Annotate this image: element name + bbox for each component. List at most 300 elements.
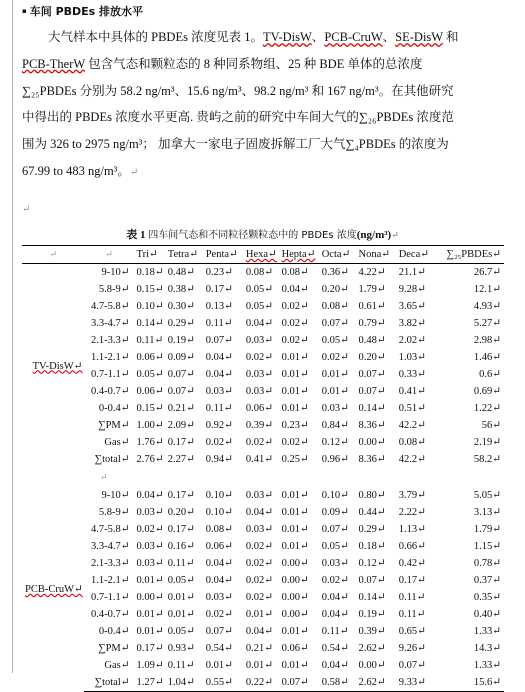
- total-cell: 1.33↵: [473, 660, 501, 671]
- table-cell: 1.09↵: [136, 660, 164, 671]
- table-cell: 9.28↵: [398, 284, 426, 295]
- total-cell: 0.6↵: [479, 369, 501, 380]
- table-cell: 0.17↵: [398, 575, 426, 586]
- table-cell: 0.01↵: [281, 490, 309, 501]
- table-cell: 0.01↵: [167, 592, 195, 603]
- table-cell: 0.00↵: [281, 558, 309, 569]
- table-cell: 0.01↵: [321, 369, 349, 380]
- table-cell: 4.22↵: [358, 267, 386, 278]
- table-row: [22, 623, 504, 640]
- table-cell: 0.55↵: [203, 674, 243, 692]
- table-cell: 0.02↵: [321, 575, 349, 586]
- text-run: 、: [311, 30, 325, 44]
- table-cell: 0.41↵: [398, 386, 426, 397]
- table-cell: 0.04↵: [321, 609, 349, 620]
- caption-unit: (ng/m³): [356, 229, 392, 241]
- table-row: [22, 400, 504, 417]
- table-cell: 0.03↵: [321, 558, 349, 569]
- table-cell: 0.01↵: [281, 541, 309, 552]
- table-cell: 0.03↵: [136, 507, 164, 518]
- total-cell: 2.19↵: [473, 437, 501, 448]
- group-label: [22, 487, 84, 692]
- table-cell: 1.13↵: [398, 524, 426, 535]
- total-cell: 1.22↵: [473, 403, 501, 414]
- column-header: Hepta↵: [279, 246, 319, 264]
- size-label: 9-10↵: [101, 490, 130, 501]
- table-cell: 2.02↵: [398, 335, 426, 346]
- text-run: 、: [382, 30, 396, 44]
- table-cell: 0.29↵: [167, 318, 195, 329]
- table-cell: 42.2↵: [398, 420, 426, 431]
- column-header: Tri↵: [134, 246, 165, 264]
- table-cell: 0.58↵: [319, 674, 356, 692]
- table-cell: 2.09↵: [167, 420, 195, 431]
- table-cell: 0.10↵: [321, 490, 349, 501]
- table-cell: 0.12↵: [321, 437, 349, 448]
- table-cell: 0.11↵: [321, 626, 349, 637]
- table-cell: 0.04↵: [205, 352, 233, 363]
- table-cell: 0.06↵: [281, 643, 309, 654]
- table-cell: 0.07↵: [358, 369, 386, 380]
- table-cell: 0.19↵: [167, 335, 195, 346]
- table-cell: 0.14↵: [358, 592, 386, 603]
- table-cell: 0.01↵: [167, 609, 195, 620]
- table-cell: 0.08↵: [281, 267, 309, 278]
- paragraph-line: 围为 326 to 2975 ng/m³； 加拿大一家电子固废拆解工厂大气∑₄PBDEs 的浓度为: [22, 137, 449, 152]
- table-cell: 0.01↵: [281, 352, 309, 363]
- table-cell: 0.03↵: [245, 490, 274, 501]
- total-cell: 1.15↵: [473, 541, 501, 552]
- table-caption: [0, 226, 525, 242]
- table-cell: 1.76↵: [136, 437, 164, 448]
- column-header: Hexa↵: [243, 246, 279, 264]
- size-label: Gas↵: [104, 660, 130, 671]
- table-cell: 0.11↵: [205, 403, 233, 414]
- table-cell: 0.01↵: [136, 609, 164, 620]
- table-cell: 3.65↵: [398, 301, 426, 312]
- table-row: [22, 451, 504, 468]
- table-cell: 0.04↵: [205, 558, 233, 569]
- table-cell: 0.17↵: [167, 490, 195, 501]
- table-cell: 0.02↵: [321, 352, 349, 363]
- table-row: [22, 315, 504, 332]
- table-cell: 0.00↵: [358, 437, 386, 448]
- table-row: [22, 264, 504, 282]
- table-cell: 0.14↵: [358, 403, 386, 414]
- table-cell: 8.36↵: [358, 420, 386, 431]
- table-cell: 0.48↵: [167, 267, 195, 278]
- table-row: [22, 674, 504, 692]
- table-cell: 0.03↵: [245, 335, 274, 346]
- size-label: ∑total↵: [84, 674, 133, 692]
- table-cell: 0.02↵: [281, 437, 309, 448]
- table-cell: 1.79↵: [358, 284, 386, 295]
- table-cell: 0.06↵: [136, 352, 164, 363]
- column-header: Tetra↵: [165, 246, 203, 264]
- table-row: [22, 417, 504, 434]
- paragraph-mark: ↵: [22, 204, 31, 215]
- total-cell: 0.78↵: [473, 558, 501, 569]
- table-cell: 0.05↵: [167, 626, 195, 637]
- table-cell: 0.07↵: [279, 674, 319, 692]
- size-label: 0.7-1.1↵: [91, 369, 130, 380]
- total-cell: 2.98↵: [473, 335, 501, 346]
- table-cell: 0.03↵: [205, 592, 233, 603]
- table-row: [22, 487, 504, 504]
- table-row: [22, 504, 504, 521]
- table-cell: 0.44↵: [358, 507, 386, 518]
- spacer-row: [22, 468, 504, 487]
- table-cell: 0.02↵: [281, 335, 309, 346]
- column-header: ↵: [84, 246, 133, 264]
- table-cell: 0.07↵: [205, 335, 233, 346]
- table-cell: 0.07↵: [358, 386, 386, 397]
- table-cell: 0.11↵: [167, 660, 195, 671]
- table-cell: 0.15↵: [136, 403, 164, 414]
- table-cell: 0.02↵: [245, 352, 274, 363]
- table-cell: 2.62↵: [358, 643, 386, 654]
- table-row: [22, 383, 504, 400]
- size-label: ∑PM↵: [98, 643, 130, 654]
- table-cell: 0.04↵: [321, 592, 349, 603]
- size-label: ∑PM↵: [98, 420, 130, 431]
- total-cell: 1.79↵: [473, 524, 501, 535]
- table-cell: 0.21↵: [167, 403, 195, 414]
- table-cell: 0.36↵: [321, 267, 349, 278]
- table-cell: 0.23↵: [281, 420, 309, 431]
- column-header: Nona↵: [356, 246, 396, 264]
- table-cell: 0.20↵: [358, 352, 386, 363]
- table-row: [22, 349, 504, 366]
- table-cell: 0.11↵: [398, 592, 426, 603]
- size-label: 0.4-0.7↵: [91, 386, 130, 397]
- column-header: Penta↵: [203, 246, 243, 264]
- paragraph-mark: ↵: [100, 472, 108, 482]
- size-label: 0.7-1.1↵: [91, 592, 130, 603]
- total-cell: 58.2↵: [473, 454, 501, 465]
- table-cell: 0.01↵: [281, 369, 309, 380]
- table-cell: 0.93↵: [167, 643, 195, 654]
- table-cell: 0.01↵: [281, 660, 309, 671]
- table-cell: 0.20↵: [321, 284, 349, 295]
- table-cell: 0.16↵: [167, 541, 195, 552]
- section-heading: [22, 3, 143, 19]
- table-cell: 0.01↵: [281, 403, 309, 414]
- table-row: [22, 606, 504, 623]
- total-cell: 3.13↵: [473, 507, 501, 518]
- table-cell: 0.09↵: [321, 507, 349, 518]
- table-row: [22, 555, 504, 572]
- size-label: 3.3-4.7↵: [91, 541, 130, 552]
- table-cell: 0.11↵: [205, 318, 233, 329]
- paragraph-mark: ↵: [129, 166, 139, 178]
- table-cell: 0.01↵: [205, 660, 233, 671]
- caption-prefix: 表 1: [126, 229, 146, 241]
- table-cell: 0.01↵: [136, 626, 164, 637]
- table-cell: 0.13↵: [205, 301, 233, 312]
- size-label: 4.7-5.8↵: [91, 524, 130, 535]
- table-cell: 0.07↵: [358, 575, 386, 586]
- table-cell: 0.17↵: [136, 643, 164, 654]
- text-run: 和: [442, 30, 459, 44]
- table-cell: 0.03↵: [205, 386, 233, 397]
- table-cell: 0.08↵: [245, 267, 274, 278]
- caption-text: 四车间气态和不同粒径颗粒态中的 PBDEs 浓度: [148, 230, 357, 241]
- table-cell: 0.02↵: [136, 524, 164, 535]
- table-cell: 0.39↵: [245, 420, 274, 431]
- table-cell: 0.03↵: [245, 386, 274, 397]
- table-cell: 0.66↵: [398, 541, 426, 552]
- paragraph-line: 中得出的 PBDEs 浓度水平更高. 贵屿之前的研究中车间大气的∑₂₆PBDEs 浓度范: [22, 110, 454, 125]
- table-cell: 0.07↵: [321, 524, 349, 535]
- table-row: [22, 434, 504, 451]
- table-cell: 9.33↵: [396, 674, 437, 692]
- total-cell: 0.40↵: [473, 609, 501, 620]
- table-cell: 0.02↵: [245, 575, 274, 586]
- workshop-name: TV-DisW: [262, 30, 312, 44]
- table-cell: 0.03↵: [245, 524, 274, 535]
- table-cell: 0.23↵: [205, 267, 233, 278]
- table-cell: 3.82↵: [398, 318, 426, 329]
- size-label: 0-0.4↵: [98, 626, 130, 637]
- table-cell: 0.11↵: [136, 335, 164, 346]
- table-cell: 8.36↵: [358, 454, 386, 465]
- table-row: [22, 538, 504, 555]
- table-cell: 0.02↵: [205, 609, 233, 620]
- pbde-table: [22, 245, 504, 692]
- bullet-icon: ▪: [22, 7, 27, 15]
- table-cell: 0.07↵: [167, 386, 195, 397]
- table-cell: 0.17↵: [167, 437, 195, 448]
- total-cell: 0.37↵: [473, 575, 501, 586]
- workshop-name: TV-DisW↵: [32, 360, 83, 372]
- total-cell: 56↵: [481, 420, 501, 431]
- table-cell: 0.94↵: [205, 454, 233, 465]
- table-cell: 0.01↵: [281, 386, 309, 397]
- table-cell: 0.18↵: [136, 267, 164, 278]
- table-cell: 0.00↵: [281, 609, 309, 620]
- table-cell: 0.01↵: [136, 575, 164, 586]
- table-row: [22, 521, 504, 538]
- paragraph-line: ∑₂₅PBDEs 分别为 58.2 ng/m³、15.6 ng/m³、98.2 ng/m³ 和 167 ng/m³。在其他研究: [22, 83, 454, 98]
- table-cell: 0.48↵: [358, 335, 386, 346]
- table-cell: 0.54↵: [205, 643, 233, 654]
- total-cell: 4.93↵: [473, 301, 501, 312]
- total-cell: 12.1↵: [473, 284, 501, 295]
- table-row: [22, 366, 504, 383]
- table-cell: 0.03↵: [321, 403, 349, 414]
- table-cell: 0.41↵: [245, 454, 274, 465]
- paragraph-line: [22, 51, 502, 78]
- table-cell: 0.08↵: [398, 437, 426, 448]
- size-label: 9-10↵: [101, 267, 130, 278]
- table-cell: 0.02↵: [281, 318, 309, 329]
- heading-text: 车间 PBDEs 排放水平: [29, 5, 144, 18]
- table-cell: 0.30↵: [167, 301, 195, 312]
- table-cell: 0.11↵: [167, 558, 195, 569]
- table-cell: 0.02↵: [245, 541, 274, 552]
- workshop-name: PCB-TherW: [22, 56, 85, 71]
- table-cell: 0.19↵: [358, 609, 386, 620]
- table-cell: 0.92↵: [205, 420, 233, 431]
- table-cell: 2.22↵: [398, 507, 426, 518]
- table-cell: 0.22↵: [243, 674, 279, 692]
- table-cell: 0.05↵: [321, 541, 349, 552]
- size-label: Gas↵: [104, 437, 130, 448]
- table-cell: 0.10↵: [136, 301, 164, 312]
- total-cell: 5.27↵: [473, 318, 501, 329]
- table-cell: 0.84↵: [321, 420, 349, 431]
- total-cell: 1.46↵: [473, 352, 501, 363]
- table-cell: 0.04↵: [205, 575, 233, 586]
- text-run: 大气样本中具体的 PBDEs 浓度见表 1。: [48, 30, 263, 44]
- table-cell: 0.42↵: [398, 558, 426, 569]
- body-paragraph: [22, 24, 502, 185]
- table-cell: 0.04↵: [245, 318, 274, 329]
- table-cell: 0.06↵: [136, 386, 164, 397]
- size-label: 0.4-0.7↵: [91, 609, 130, 620]
- size-label: 1.1-2.1↵: [91, 575, 130, 586]
- table-cell: 0.01↵: [245, 609, 274, 620]
- table-cell: 1.03↵: [398, 352, 426, 363]
- table-cell: 0.03↵: [136, 541, 164, 552]
- table-cell: 0.65↵: [398, 626, 426, 637]
- table-cell: 0.96↵: [321, 454, 349, 465]
- table-cell: 0.03↵: [136, 558, 164, 569]
- table-cell: 0.80↵: [358, 490, 386, 501]
- table-cell: 1.00↵: [136, 420, 164, 431]
- paragraph-mark: ↵: [391, 230, 399, 240]
- table-cell: 0.04↵: [136, 490, 164, 501]
- table-cell: 0.03↵: [245, 369, 274, 380]
- table-cell: 0.00↵: [136, 592, 164, 603]
- table-cell: 0.15↵: [136, 284, 164, 295]
- table-cell: 0.01↵: [281, 524, 309, 535]
- table-cell: 0.21↵: [245, 643, 274, 654]
- table-cell: 0.07↵: [321, 318, 349, 329]
- table-row: [22, 298, 504, 315]
- table-body: [22, 264, 504, 692]
- table-cell: 0.61↵: [358, 301, 386, 312]
- table-cell: 2.76↵: [136, 454, 164, 465]
- table-cell: 0.00↵: [358, 660, 386, 671]
- table-cell: 0.08↵: [205, 524, 233, 535]
- table-cell: 0.05↵: [245, 301, 274, 312]
- table-cell: 0.02↵: [245, 558, 274, 569]
- table-cell: 0.02↵: [205, 437, 233, 448]
- table-cell: 0.01↵: [281, 507, 309, 518]
- column-header: ∑₂₅PBDEs↵: [437, 246, 504, 264]
- size-label: 3.3-4.7↵: [91, 318, 130, 329]
- table-cell: 0.00↵: [281, 592, 309, 603]
- size-label: 2.1-3.3↵: [91, 335, 130, 346]
- table-cell: 42.2↵: [398, 454, 426, 465]
- total-cell: 0.69↵: [473, 386, 501, 397]
- column-header: Deca↵: [396, 246, 437, 264]
- table-row: [22, 640, 504, 657]
- size-label: 0-0.4↵: [98, 403, 130, 414]
- table-cell: 0.20↵: [167, 507, 195, 518]
- table-cell: 0.05↵: [167, 575, 195, 586]
- total-cell: 26.7↵: [473, 267, 501, 278]
- table-cell: 0.79↵: [358, 318, 386, 329]
- total-cell: 5.05↵: [473, 490, 501, 501]
- total-cell: 0.35↵: [473, 592, 501, 603]
- workshop-name: PCB-CruW↵: [25, 583, 83, 595]
- workshop-name: SE-DisW: [395, 30, 443, 44]
- table-cell: 0.05↵: [321, 335, 349, 346]
- table-cell: 0.33↵: [398, 369, 426, 380]
- size-label: ∑total↵: [94, 454, 130, 465]
- table-cell: 2.27↵: [167, 454, 195, 465]
- table-cell: 0.18↵: [358, 541, 386, 552]
- table-header-row: [22, 246, 504, 264]
- table-row: [22, 572, 504, 589]
- table-cell: 0.04↵: [245, 507, 274, 518]
- table-cell: 3.79↵: [398, 490, 426, 501]
- table-cell: 0.00↵: [281, 575, 309, 586]
- table-cell: 0.05↵: [245, 284, 274, 295]
- total-cell: 15.6↵: [437, 674, 504, 692]
- table-cell: 0.54↵: [321, 643, 349, 654]
- size-label: 1.1-2.1↵: [91, 352, 130, 363]
- column-header: ↵: [22, 246, 84, 264]
- size-label: 5.8-9↵: [98, 507, 130, 518]
- table-cell: 0.39↵: [358, 626, 386, 637]
- table-cell: 21.1↵: [398, 267, 426, 278]
- table-cell: 9.26↵: [398, 643, 426, 654]
- table-row: [22, 657, 504, 674]
- total-cell: 14.3↵: [473, 643, 501, 654]
- table-cell: 0.14↵: [136, 318, 164, 329]
- paragraph-line: [22, 158, 502, 185]
- table-cell: 0.07↵: [398, 660, 426, 671]
- text-run: 67.99 to 483 ng/m³。: [22, 163, 130, 178]
- table-cell: 0.02↵: [245, 437, 274, 448]
- table-cell: 1.27↵: [134, 674, 165, 692]
- table-row: [22, 281, 504, 298]
- table-cell: 0.05↵: [136, 369, 164, 380]
- table-cell: 0.01↵: [321, 386, 349, 397]
- table-cell: 0.09↵: [167, 352, 195, 363]
- table-row: [22, 332, 504, 349]
- table-row: [22, 589, 504, 606]
- table-cell: 0.01↵: [281, 626, 309, 637]
- table-cell: 0.17↵: [205, 284, 233, 295]
- group-label: [22, 264, 84, 469]
- table-cell: 0.08↵: [321, 301, 349, 312]
- total-cell: 1.33↵: [473, 626, 501, 637]
- size-label: 4.7-5.8↵: [91, 301, 130, 312]
- table-cell: 0.04↵: [321, 660, 349, 671]
- column-header: Octa↵: [319, 246, 356, 264]
- table-cell: 0.06↵: [205, 541, 233, 552]
- size-label: 5.8-9↵: [98, 284, 130, 295]
- margin-rule: [12, 0, 13, 673]
- table-cell: 0.10↵: [205, 490, 233, 501]
- table-cell: 0.25↵: [281, 454, 309, 465]
- table-cell: 0.04↵: [281, 284, 309, 295]
- table-cell: 0.38↵: [167, 284, 195, 295]
- table-cell: 0.04↵: [205, 369, 233, 380]
- table-cell: 0.01↵: [245, 660, 274, 671]
- table-cell: 0.29↵: [358, 524, 386, 535]
- table-cell: 0.10↵: [205, 507, 233, 518]
- paragraph-line: [22, 24, 502, 51]
- size-label: 2.1-3.3↵: [91, 558, 130, 569]
- table-cell: 0.07↵: [167, 369, 195, 380]
- table-cell: 0.12↵: [358, 558, 386, 569]
